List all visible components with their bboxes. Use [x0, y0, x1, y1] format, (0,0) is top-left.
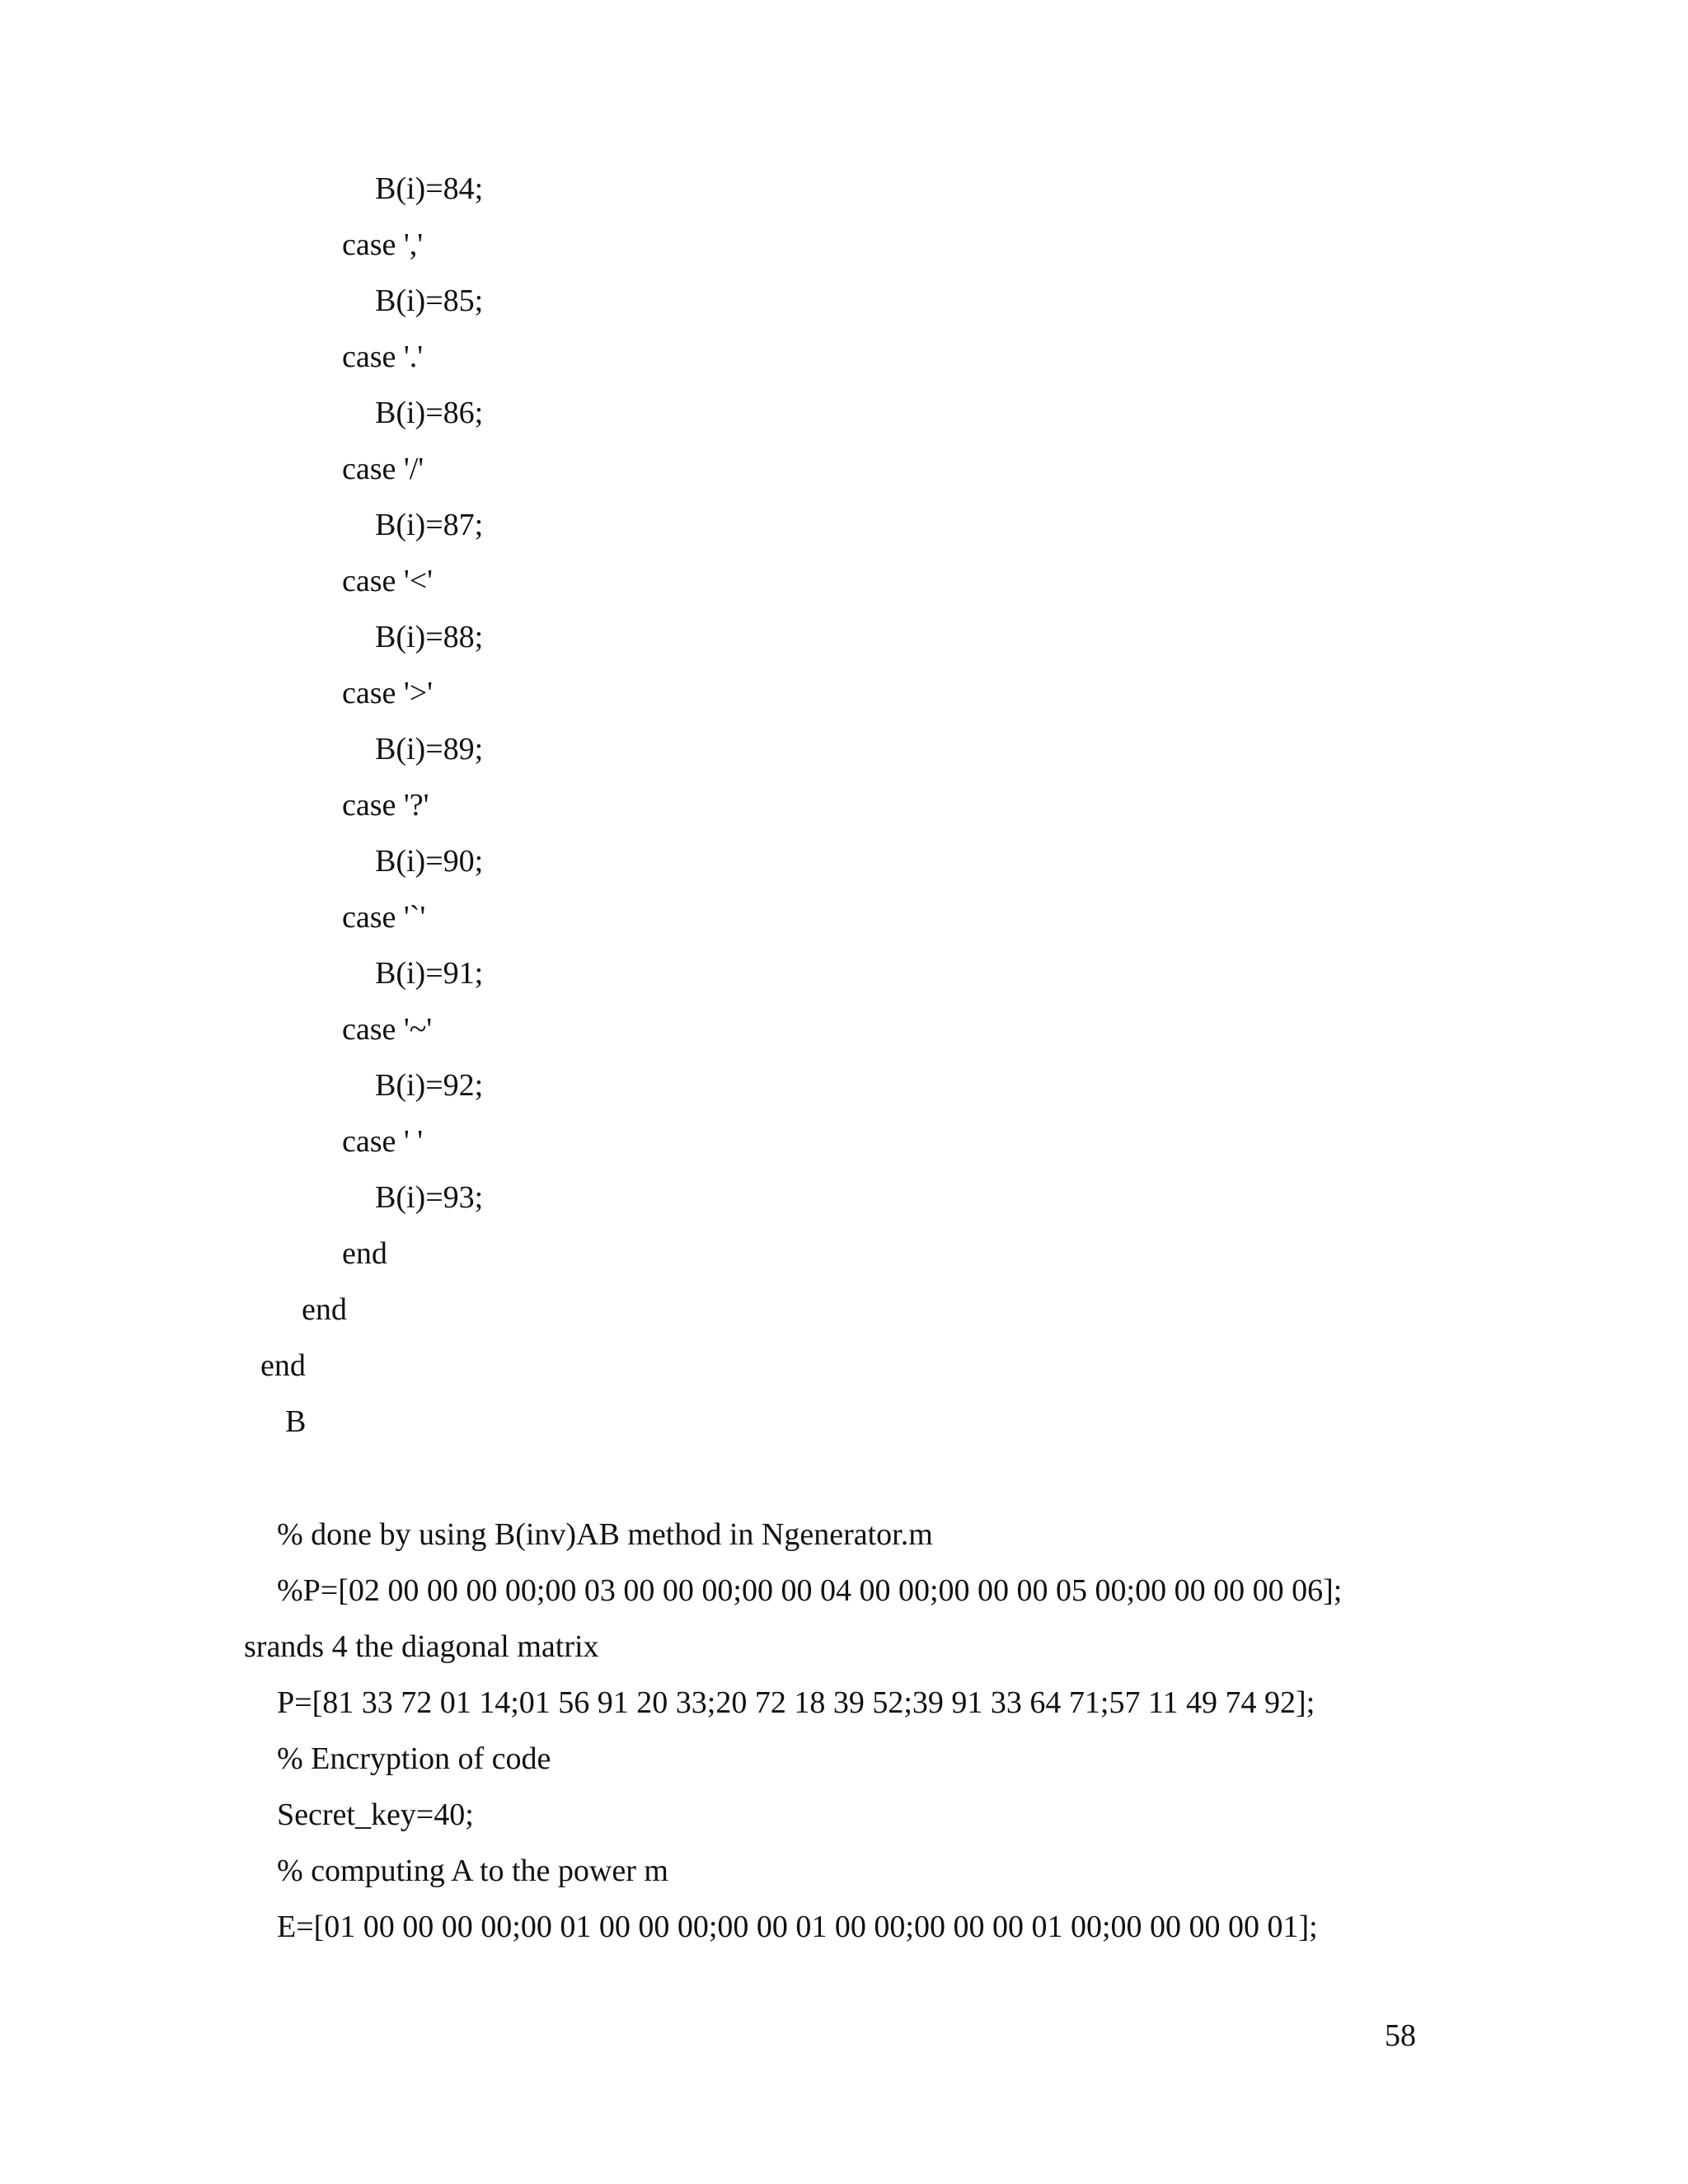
- code-line: B: [285, 1404, 307, 1439]
- page-number: 58: [1385, 2018, 1416, 2053]
- code-line: B(i)=92;: [375, 1068, 484, 1103]
- comment-line: % done by using B(inv)AB method in Ngenerator.m: [277, 1517, 933, 1552]
- code-line: case '.': [342, 340, 424, 374]
- code-line: case '`': [342, 900, 426, 935]
- code-line: B(i)=84;: [375, 171, 484, 206]
- comment-line: %P=[02 00 00 00 00;00 03 00 00 00;00 00 04 00 00;00 00 00 05 00;00 00 00 00 06];: [277, 1573, 1343, 1608]
- code-line: case '~': [342, 1012, 433, 1047]
- code-line: B(i)=91;: [375, 956, 484, 991]
- code-line: end: [260, 1348, 306, 1383]
- code-line: B(i)=93;: [375, 1180, 484, 1215]
- code-line: B(i)=89;: [375, 732, 484, 766]
- text-line: srands 4 the diagonal matrix: [244, 1629, 599, 1664]
- code-line: case '?': [342, 788, 429, 823]
- code-line: case '>': [342, 676, 434, 710]
- code-line: case '<': [342, 564, 434, 598]
- code-line: case ',': [342, 227, 424, 262]
- code-line: E=[01 00 00 00 00;00 01 00 00 00;00 00 01 00 00;00 00 00 01 00;00 00 00 00 01];: [277, 1910, 1318, 1944]
- code-line: case ' ': [342, 1124, 424, 1159]
- code-line: Secret_key=40;: [277, 1797, 474, 1832]
- code-line: B(i)=85;: [375, 284, 484, 318]
- code-line: case '/': [342, 452, 424, 486]
- code-line: B(i)=86;: [375, 396, 484, 430]
- comment-line: % computing A to the power m: [277, 1854, 668, 1888]
- code-line: end: [302, 1292, 347, 1327]
- code-line: B(i)=88;: [375, 620, 484, 654]
- comment-line: % Encryption of code: [277, 1741, 551, 1776]
- code-line: B(i)=87;: [375, 508, 484, 542]
- code-line: end: [342, 1236, 387, 1271]
- code-line: P=[81 33 72 01 14;01 56 91 20 33;20 72 18 39 52;39 91 33 64 71;57 11 49 74 92];: [277, 1685, 1315, 1720]
- code-line: B(i)=90;: [375, 844, 484, 879]
